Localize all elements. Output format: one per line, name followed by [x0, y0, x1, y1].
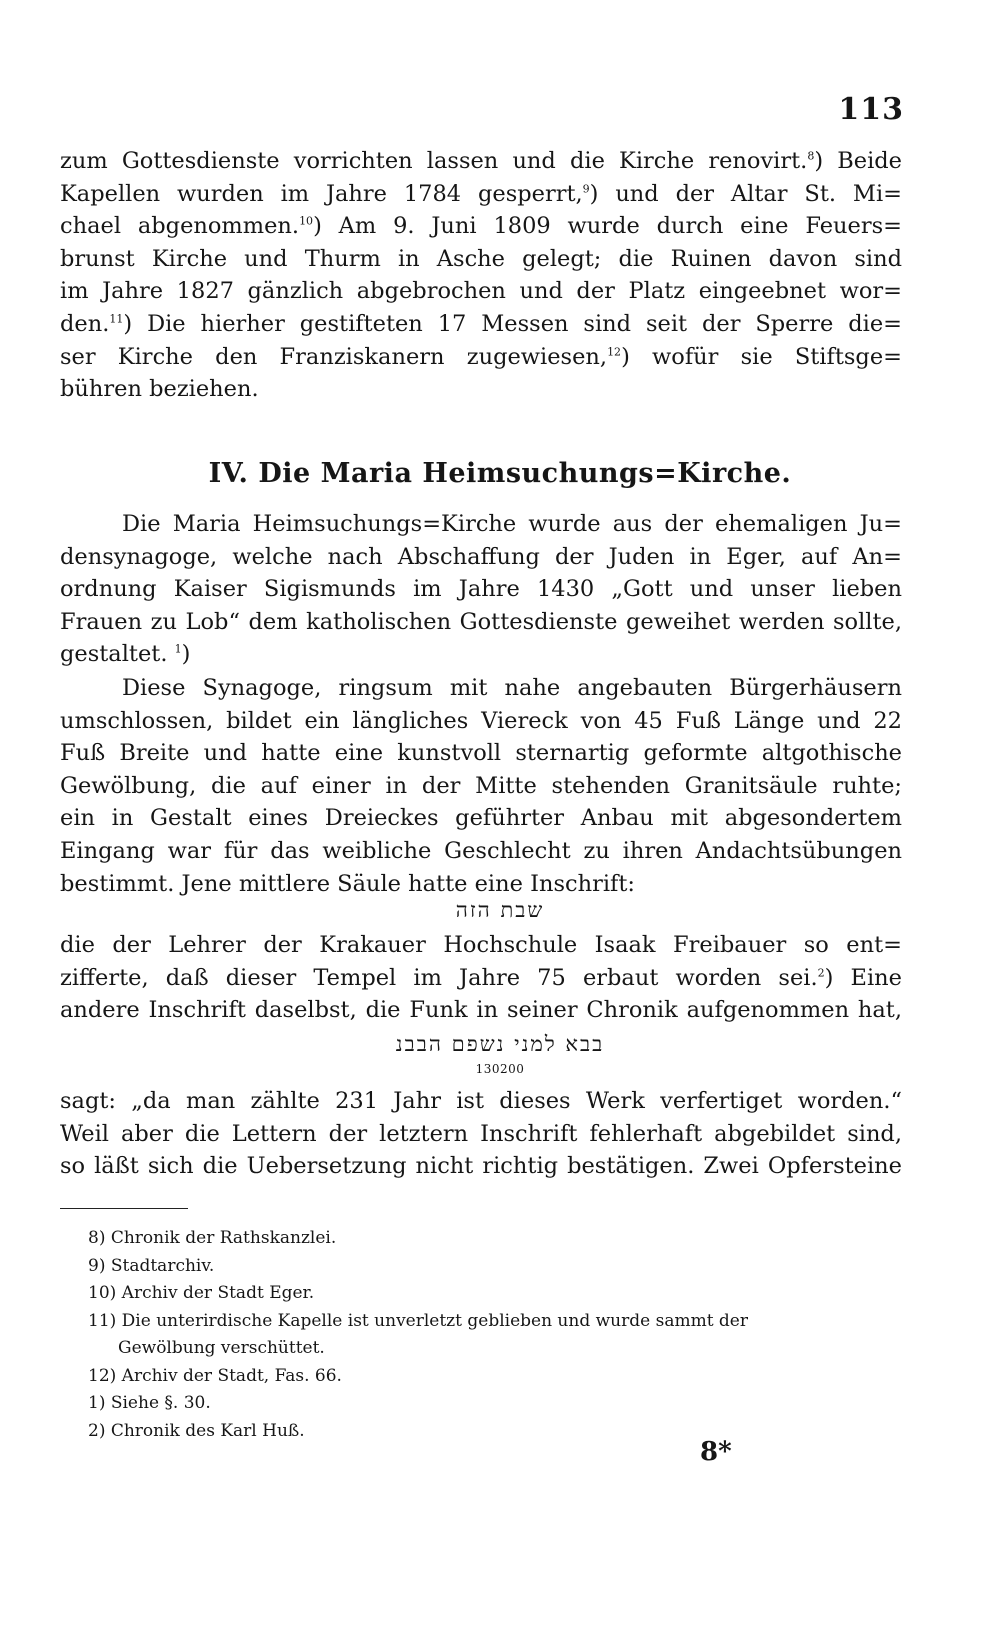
- footnote: 2) Chronik des Karl Huß.: [88, 1420, 305, 1441]
- footnotes: [88, 1225, 902, 1445]
- text-line: gestaltet. $^1$): [60, 641, 191, 668]
- text-line: Frauen zu Lob“ dem katholischen Gottesdienste geweihet werden sollte,: [60, 608, 902, 635]
- text-line: umschlossen, bildet ein längliches Viereck von 45 Fuß Länge und 22: [60, 707, 902, 734]
- text-line: so läßt sich die Uebersetzung nicht richtig bestätigen. Zwei Opfersteine: [60, 1153, 902, 1180]
- text-line: im Jahre 1827 gänzlich abgebrochen und der Platz eingeebnet wor=: [60, 278, 902, 305]
- text-line: Fuß Breite und hatte eine kunstvoll sternartig geformte altgothische: [60, 740, 902, 767]
- text-line: Eingang war für das weibliche Geschlecht zu ihren Andachtsübungen: [60, 837, 902, 864]
- paragraph-1: [60, 145, 902, 406]
- footnote: 12) Archiv der Stadt, Fas. 66.: [88, 1365, 342, 1386]
- signature-mark: 8*: [700, 1437, 732, 1467]
- text-line: chael abgenommen.$^{10}$) Am 9. Juni 1809 wurde durch eine Feuers=: [60, 213, 902, 240]
- footnote-divider: [60, 1208, 188, 1209]
- text-line: ordnung Kaiser Sigismunds im Jahre 1430 „Gott und unser lieben: [60, 576, 902, 603]
- page-number: 113: [838, 92, 904, 127]
- text-line: andere Inschrift daselbst, die Funk in seiner Chronik aufgenommen hat,: [60, 997, 902, 1024]
- footnote: 11) Die unterirdische Kapelle ist unverletzt geblieben und wurde sammt der: [88, 1310, 748, 1331]
- text-line: Die Maria Heimsuchungs=Kirche wurde aus der ehemaligen Ju=: [122, 511, 902, 537]
- text-line: ein in Gestalt eines Dreieckes geführter Anbau mit abgesondertem: [60, 805, 902, 832]
- hebrew-numerals: 130200: [475, 1062, 525, 1076]
- text-line: bestimmt. Jene mittlere Säule hatte eine Inschrift:: [60, 870, 635, 897]
- text-line: sagt: „da man zählte 231 Jahr ist dieses Werk verfertiget worden.“: [60, 1088, 902, 1114]
- text-line: Gewölbung, die auf einer in der Mitte stehenden Granitsäule ruhte;: [60, 772, 902, 799]
- text-line: die der Lehrer der Krakauer Hochschule Isaak Freibauer so ent=: [60, 932, 902, 958]
- text-line: den.$^{11}$) Die hierher gestifteten 17 Messen sind seit der Sperre die=: [60, 310, 902, 337]
- footnote: 10) Archiv der Stadt Eger.: [88, 1283, 315, 1303]
- section-heading: IV. Die Maria Heimsuchungs=Kirche.: [208, 458, 792, 489]
- hebrew-inscription: שבת הזה: [455, 898, 545, 922]
- footnote: 8) Chronik der Rathskanzlei.: [88, 1228, 337, 1248]
- footnote-continuation: Gewölbung verschüttet.: [118, 1338, 325, 1358]
- text-line: zum Gottesdienste vorrichten lassen und die Kirche renovirt.$^8$) Beide: [60, 148, 903, 174]
- hebrew-inscription-2: בבא למני נשפם הבבנ: [395, 1032, 605, 1056]
- paragraph-3: [60, 672, 902, 900]
- text-line: Diese Synagoge, ringsum mit nahe angebauten Bürgerhäusern: [122, 675, 902, 701]
- footnote: 1) Siehe §. 30.: [88, 1393, 211, 1413]
- text-line: brunst Kirche und Thurm in Asche gelegt; die Ruinen davon sind: [60, 245, 902, 272]
- text-line: bühren beziehen.: [60, 376, 259, 403]
- text-line: densynagoge, welche nach Abschaffung der Juden in Eger, auf An=: [60, 543, 902, 570]
- paragraph-5: [60, 1085, 902, 1183]
- text-line: Weil aber die Lettern der letztern Inschrift fehlerhaft abgebildet sind,: [60, 1120, 902, 1147]
- text-line: ser Kirche den Franziskanern zugewiesen,$^{12}$) wofür sie Stiftsge=: [60, 343, 902, 370]
- text-line: Kapellen wurden im Jahre 1784 gesperrt,$^9$) und der Altar St. Mi=: [60, 180, 902, 207]
- paragraph-4: [60, 929, 902, 1027]
- footnote: 9) Stadtarchiv.: [88, 1255, 215, 1276]
- text-line: zifferte, daß dieser Tempel im Jahre 75 erbaut worden sei.$^2$) Eine: [60, 964, 902, 991]
- paragraph-2: [60, 508, 902, 671]
